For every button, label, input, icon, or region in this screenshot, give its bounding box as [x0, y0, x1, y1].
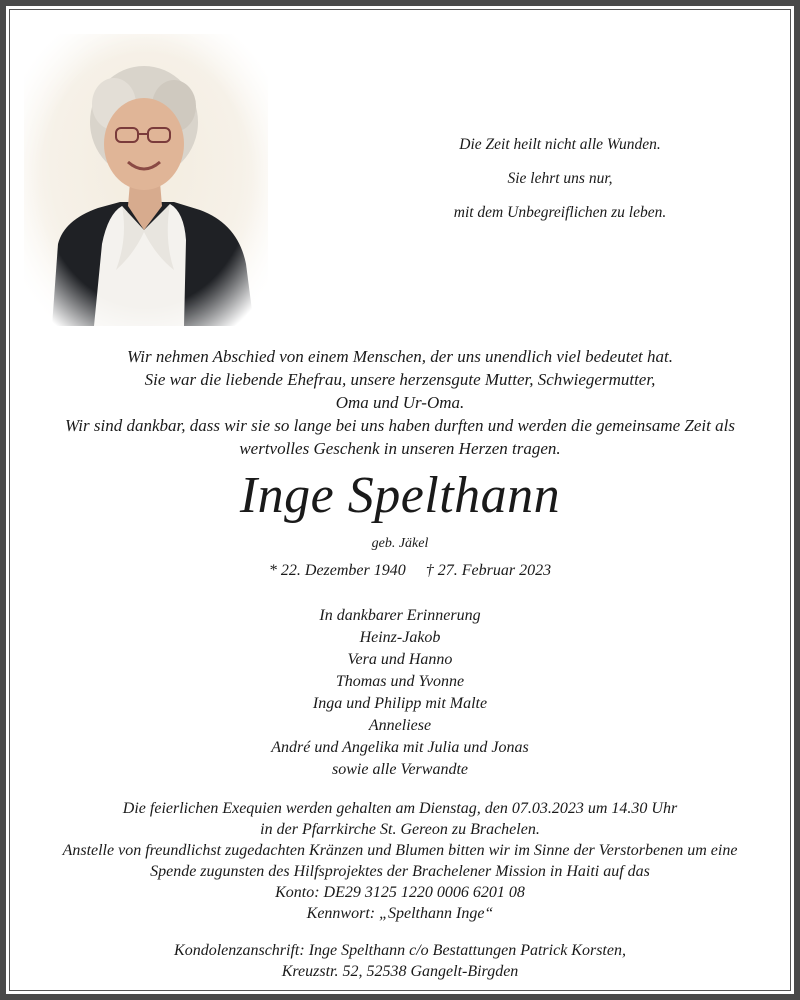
service-line: Die feierlichen Exequien werden gehalten am Dienstag, den 07.03.2023 um 14.30 Uhr: [122, 800, 678, 817]
contact-line: Kondolenzanschrift: Inge Spelthann c/o Bestattungen Patrick Korsten,: [174, 942, 626, 959]
mourner-line: Thomas und Yvonne: [335, 673, 465, 690]
intro-line: Wir sind dankbar, dass wir sie so lange bei uns haben durften und werden die gemeinsame Zeit als: [65, 416, 735, 435]
condolence-address: [20, 940, 780, 982]
intro-line: Sie war die liebende Ehefrau, unsere herzensgute Mutter, Schwiegermutter,: [144, 370, 656, 389]
mourner-line: sowie alle Verwandte: [332, 761, 468, 778]
verse-line: mit dem Unbegreiflichen zu leben.: [453, 204, 667, 221]
service-info: [20, 798, 780, 924]
mourner-line: Heinz-Jakob: [359, 629, 441, 646]
portrait-photo: [24, 34, 268, 326]
mourner-line: In dankbarer Erinnerung: [319, 607, 481, 624]
maiden-name: geb. Jäkel: [371, 536, 429, 551]
mourner-line: Vera und Hanno: [347, 651, 453, 668]
verse: [400, 128, 720, 230]
service-line: Konto: DE29 3125 1220 0006 6201 08: [275, 884, 525, 901]
mourner-line: Inga und Philipp mit Malte: [312, 695, 488, 712]
intro-text: [20, 345, 780, 460]
deceased-name: Inge Spelthann: [239, 467, 561, 524]
service-line: Anstelle von freundlichst zugedachten Kränzen und Blumen bitten wir im Sinne der Verstorbenen um eine: [62, 842, 738, 859]
death-date: † 27. Februar 2023: [425, 562, 552, 579]
life-dates: [0, 560, 800, 582]
intro-line: Oma und Ur-Oma.: [335, 393, 465, 412]
service-line: in der Pfarrkirche St. Gereon zu Brachelen.: [260, 821, 540, 838]
service-line: Spende zugunsten des Hilfsprojektes der Brachelener Mission in Haiti auf das: [150, 863, 650, 880]
intro-line: Wir nehmen Abschied von einem Menschen, der uns unendlich viel bedeutet hat.: [127, 347, 673, 366]
contact-line: Kreuzstr. 52, 52538 Gangelt-Birgden: [281, 963, 519, 980]
mourners-list: [0, 605, 800, 781]
mourner-line: Anneliese: [368, 717, 432, 734]
birth-date: * 22. Dezember 1940: [268, 562, 406, 579]
verse-line: Sie lehrt uns nur,: [507, 170, 613, 187]
mourner-line: André und Angelika mit Julia und Jonas: [271, 739, 529, 756]
intro-line: wertvolles Geschenk in unseren Herzen tragen.: [239, 439, 561, 458]
service-line: Kennwort: „Spelthann Inge“: [306, 905, 494, 922]
verse-line: Die Zeit heilt nicht alle Wunden.: [459, 136, 661, 153]
